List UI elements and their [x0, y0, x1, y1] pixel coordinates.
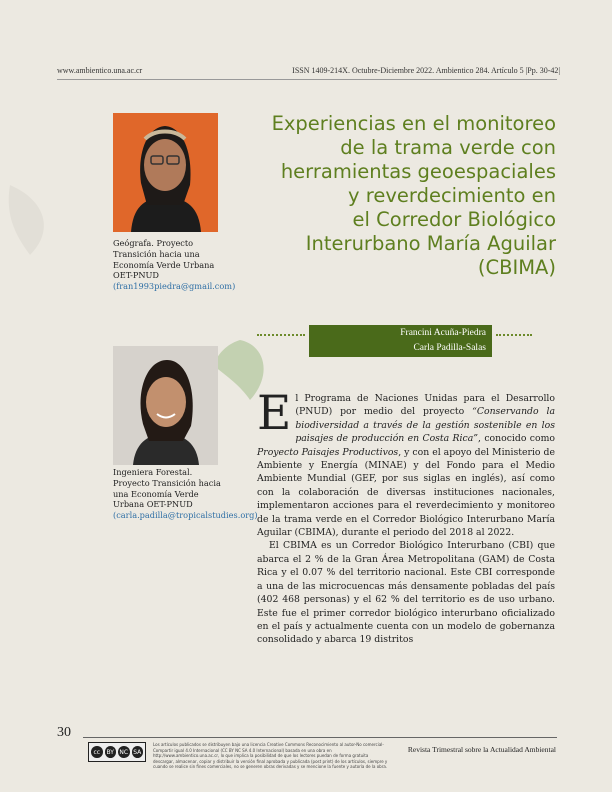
- article-title: [256, 112, 556, 280]
- author-name-1: Francini Acuña-Piedra: [400, 328, 486, 338]
- nc-icon: NC: [118, 746, 130, 758]
- title-line: herramientas geoespaciales: [280, 160, 556, 183]
- title-line: el Corredor Biológico: [352, 208, 556, 231]
- issue-info: ISSN 1409-214X. Octubre-Diciembre 2022. Ambientico 284. Artículo 5 |Pp. 30-42|: [292, 66, 560, 75]
- text-run-italic: “Conservando la biodiversidad a través de la gestión sostenible en los paisajes de producción en Costa Rica”: [295, 406, 555, 445]
- journal-name: Revista Trimestral sobre la Actualidad Ambiental: [407, 745, 556, 754]
- cc-license-badge[interactable]: [88, 742, 146, 762]
- title-line: de la trama verde con: [340, 136, 556, 159]
- dotted-divider-right: [496, 334, 532, 336]
- author-bio-2: [113, 467, 258, 521]
- sa-icon: SA: [132, 746, 144, 758]
- dotted-divider-left: [257, 334, 305, 336]
- journal-website[interactable]: www.ambientico.una.ac.cr: [57, 66, 143, 75]
- author-bio-1: [113, 238, 236, 292]
- bio-text: Geógrafa. Proyecto Transición hacia una Economía Verde Urbana OET-PNUD: [113, 238, 215, 281]
- license-text: Los artículos publicados se distribuyen bajo una licencia Creative Commons Reconocimiento al autor-No comercial-Compartir igual 4.0 Internacional (CC BY NC SA 4.0 Internacional) basada en una obra en http://www.ambientico.una.ac.cr, lo que implica la posibilidad de que los lectores puedan de forma gratuita descargar, almacenar, copiar y distribuir la versión final aprobada y publicada (post print) de los artículos, siempre y cuando se realice sin fines comerciales, no se generen obras derivadas y se mencione la fuente y autoría de la obra.: [153, 742, 388, 770]
- author-name-2: Carla Padilla-Salas: [413, 343, 486, 353]
- bio-text: Ingeniera Forestal. Proyecto Transición hacia una Economía Verde Urbana OET-PNUD: [113, 467, 221, 510]
- header-divider: [57, 79, 557, 80]
- author-photo-2: [113, 346, 218, 465]
- cc-icon: cc: [91, 746, 103, 758]
- author-email-link[interactable]: (carla.padilla@tropicalstudies.org): [113, 510, 258, 521]
- title-line: Interurbano María Aguilar: [305, 232, 556, 255]
- text-run: , conocido como: [478, 433, 555, 445]
- title-line: (CBIMA): [477, 256, 556, 279]
- text-run: l Programa de Naciones Unidas para el Desarrollo (PNUD) por medio del proyecto: [295, 393, 555, 418]
- author-email-link[interactable]: (fran1993piedra@gmail.com): [113, 281, 236, 292]
- footer-divider: [83, 737, 557, 738]
- text-run-italic: Proyecto Paisajes Productivos: [257, 446, 399, 458]
- author-photo-1: [113, 113, 218, 232]
- article-body: [257, 386, 555, 647]
- paragraph-1: [257, 386, 555, 539]
- leaf-decoration-icon: [0, 180, 60, 260]
- by-icon: BY: [105, 746, 117, 758]
- drop-cap: E: [257, 386, 292, 441]
- title-line: y reverdecimiento en: [348, 184, 556, 207]
- text-run: , y con el apoyo del Ministerio de Ambiente y Energía (MINAE) y del Fondo para el Medio Ambiente Mundial (GEF, por sus siglas en inglés), así como con la colaboración de diversas instituciones nacionales, implementaron acciones para el reverdecimiento y monitoreo de la trama verde en el Corredor Biológico Interurbano María Aguilar (CBIMA), durante el periodo del 2018 al 2022.: [257, 446, 555, 539]
- paragraph-2: El CBIMA es un Corredor Biológico Interurbano (CBI) que abarca el 2 % de la Gran Área Metropolitana (GAM) de Costa Rica y el 0.07 % del territorio nacional. Este CBI corresponde a una de las microcuencas más densamente pobladas del país (402 468 personas) y el 62 % del territorio es de uso urbano. Este fue el primer corredor biológico interurbano oficializado en el país y actualmente cuenta con un modelo de gobernanza consolidado y abarca 19 distritos: [257, 540, 555, 646]
- page-number: 30: [57, 725, 71, 740]
- title-line: Experiencias en el monitoreo: [271, 112, 556, 135]
